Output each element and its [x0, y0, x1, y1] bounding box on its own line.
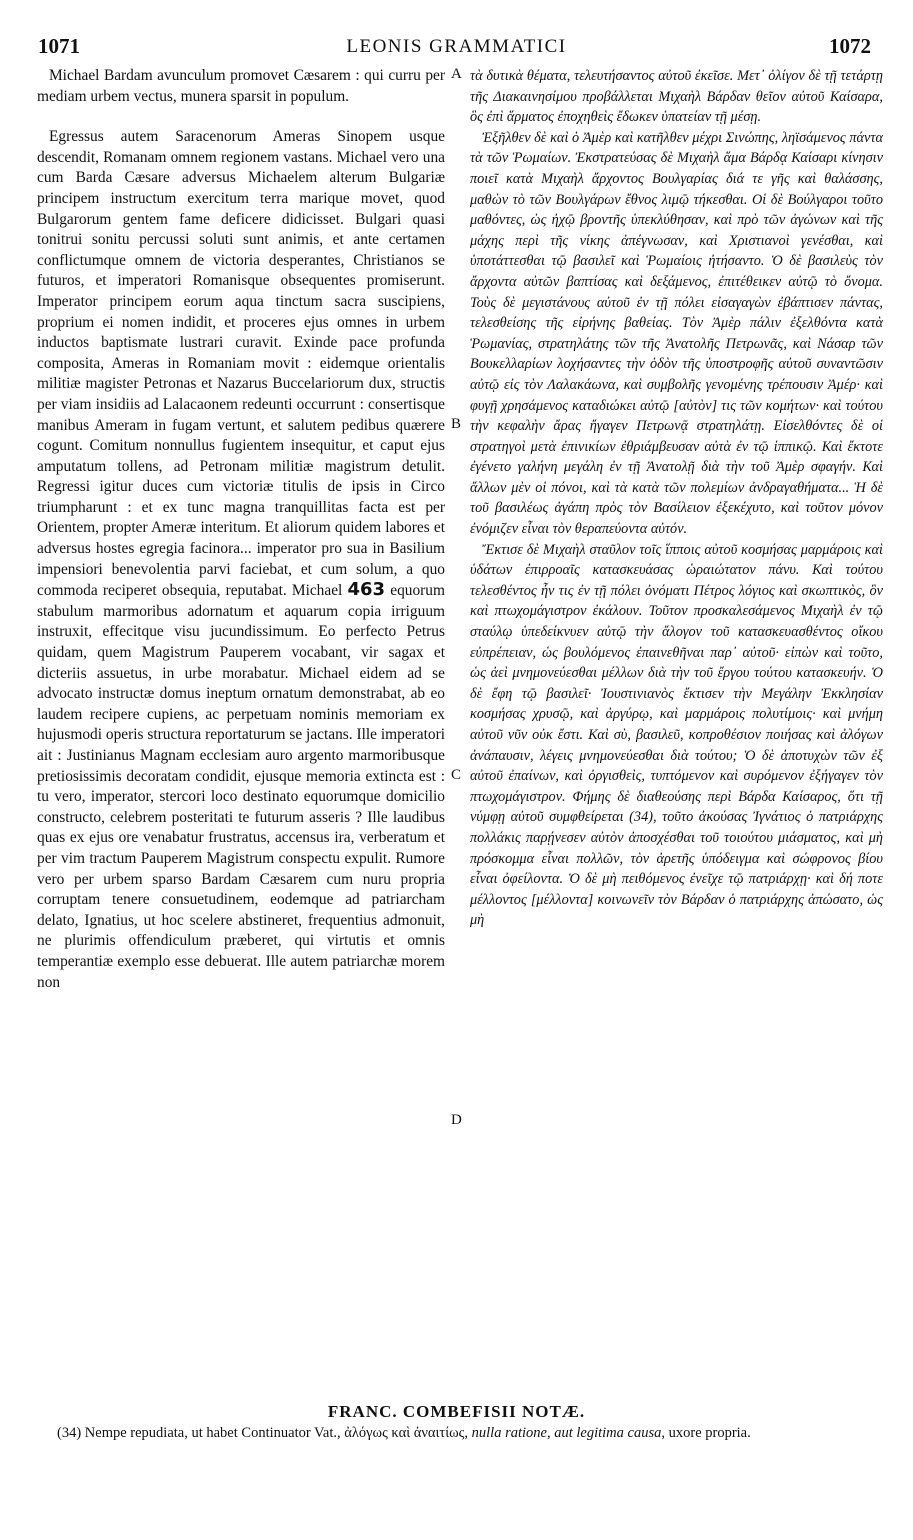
notes-title: FRANC. COMBEFISII NOTÆ.	[327, 1402, 586, 1421]
greek-paragraph: Ἐξῆλθεν δὲ καὶ ὁ Ἀμὲρ καὶ κατῆλθεν μέχρι Σινώπης, ληϊσάμενος πάντα τὰ τῶν Ῥωμαίων. Ἐκστρατεύσας δὲ Μιχαὴλ ἅμα Βάρδᾳ Καίσαρι κίνησιν ποιεῖ κατὰ Μιχαὴλ ἄρχοντος Βουλγαρίας διά τε γῆς καὶ θαλάσσης, μαθὼν τὸ τῶν Βουλγάρων ἔθνος λιμῷ τήκεσθαι. Οἱ δὲ Βούλγαροι τοῦτο μαθόντες, ὡς ἠχῷ βροντῆς ὑπεκλύθησαν, καὶ πρὸ τῶν ἀγώνων καὶ τῆς μάχης περὶ τῆς νίκης ἀπέγνωσαν, καὶ Χριστιανοὶ γενέσθαι, καὶ ὑποτάττεσθαι τῷ βασιλεῖ καὶ Ῥωμαίοις ἠτήσαντο. Ὁ δὲ βασιλεὺς τὸν ἄρχοντα αὐτῶν βαπτίσας καὶ δεξάμενος, ἐπιτέθεικεν αὐτῷ τὸ ὄνομα. Τοὺς δὲ μεγιστάνους αὐτοῦ ἐν τῇ πόλει εἰσαγαγὼν ἐβάπτισεν πάντας, τελεσθείσης τῆς εἰρήνης βαθείας. Τὸν Ἀμὲρ πάλιν ἐξελθόντα κατὰ Ῥωμανίας, στρατηλάτης τῶν τῆς Ἀνατολῆς Πετρωνᾶς, καὶ Νάσαρ τῶν Βουκελλαρίων λοχήσαντες τὴν ὁδὸν τῆς ὑποστροφῆς αὐτοῦ συναντῶσιν αὐτῷ εἰς τὸν Λαλακάωνα, καὶ συμβολῆς γενομένης τρέπουσιν Ἀμέρ· καὶ φυγῇ χρησάμενος καταδιώκει αὐτῷ [αὐτὸν] τις τῶν κομήτων· καὶ τούτου τὴν κεφαλὴν ἄρας ἤγαγεν Πετρωνᾷ στρατηλάτῃ. Εἰσελθόντες δὲ οἱ στρατηγοὶ μετὰ ἐπινικίων ἐθριάμβευσαν αὐτὰ ἐν τῷ ἱππικῷ. Καὶ ἔκτοτε ἐγένετο γαλήνη μεγάλη ἐν τῇ Ἀνατολῇ διὰ τὴν τοῦ Ἀμὲρ σφαγήν. Καὶ ἄλλων μὲν οἱ πόνοι, καὶ τὰ κατὰ τῶν πολεμίων ἀνδραγαθήματα... Ἡ δὲ τοῦ βασιλέως ἀγάπη πρὸς τὸν Βασίλειον ἐξεκέχυτο, καὶ τοῦτον μόνον ἐνόμιζεν εἶναι τὸν θεραπεύοντα αὐτόν.	[470, 129, 883, 538]
greek-column	[470, 66, 883, 931]
latin-text: equorum stabulum marmoribus adornatum et aquarum copia irriguum instruxit, effecitque visu jucundissimum. Eo perfecto Petrus quidam, quem Magistrum Pauperem vocabant, vir sagax et dicteriis assuetus, in urbe morabatur. Michael eidem ad se advocato instructæ domus ineptum ornatum demonstrabat, ab eo laudem recipere cupiens, ac perpetuam nominis memoriam ex hujusmodi operis structura reportaturum se jactans. Ille imperatori ait : Justinianus Magnam ecclesiam auro argento marmoribusque pretiosissimis decoratam condidit, ejusque memoria extincta est : tu vero, imperator, stercori loco destinato equorumque domicilio constructo, celebrem posteritati te futurum asseris ? Ille laudibus quas ex ejus ore venabatur frustratus, accensus ira, verberatum et per vim tractum Pauperem Magistrum conspectu expulit. Rumore vero per urbem sparso Bardam Cæsarem cum nuru propria corruptam tenere consuetudinem, eodemque ad patriarcham delato, Ignatius, ut hoc scelere abstineret, frequentius admonuit, ne plurimis offendiculum præberet, qui virtutis et omnis temperantiæ exemplo esse debuerat. Ille autem patriarchæ morem non	[37, 582, 445, 991]
footnote-italic: nulla ratione, aut legitima causa	[471, 1425, 662, 1441]
footnote-text: , uxore propria.	[661, 1425, 751, 1441]
margin-marker-c: C	[451, 767, 462, 783]
margin-marker-a: A	[451, 66, 462, 82]
footnote	[37, 1424, 883, 1443]
margin-marker-b: B	[451, 416, 462, 432]
footnote-text: (34) Nempe repudiata, ut habet Continuator Vat., ἀλόγως καὶ ἀναιτίως,	[57, 1425, 469, 1441]
page-number-left: 1071	[38, 34, 80, 58]
inline-page-number: 463	[347, 579, 386, 601]
running-header	[20, 34, 893, 64]
latin-column	[37, 66, 445, 993]
greek-paragraph: Ἔκτισε δὲ Μιχαὴλ σταῦλον τοῖς ἵπποις αὐτοῦ κοσμήσας μαρμάροις καὶ ὑδάτων ἐπιρροαῖς κατασκευάσας ὡραιώτατον πάνυ. Καὶ τούτου τελεσθέντος ἦν τις ἐν τῇ πόλει ὀνόματι Πέτρος λόγιος καὶ σκωπτικὸς, ὃν καὶ πτωχομάγιστρον ἐκάλουν. Τοῦτον προσκαλεσάμενος Μιχαὴλ ἐν τῷ σταύλῳ ὑπεδείκνυεν αὐτῷ τὴν ἄλογον τοῦ κατασκευασθέντος οἴκου εὐπρέπειαν, ὡς βουλόμενος ἐπαινεθῆναι παρ᾽ αὐτοῦ· εἰπὼν καὶ τοῦτο, ὡς ἀεὶ μνημονεύεσθαι μέλλων διὰ τὴν τοῦ ἔργου τούτου κατασκευήν. Ὁ δὲ ἔφη τῷ βασιλεῖ· Ἰουστινιανὸς ἔκτισεν τὴν Μεγάλην Ἐκκλησίαν κοσμήσας χρυσῷ, καὶ ἀργύρῳ, καὶ μαρμάροις πολυτίμοις· καὶ μνήμη αὐτοῦ νῦν οὐκ ἔστι. Καὶ σὺ, βασιλεῦ, κοπροθέσιον ποιήσας καὶ ἀλόγων ἀνάπαυσιν, λέγεις μνημονεύεσθαι διὰ τούτου; Ὁ δὲ ἀποτυχὼν τῶν ἐξ αὐτοῦ ἐπαίνων, καὶ ὀργισθεὶς, τυπτόμενον καὶ συρόμενον ἐξήγαγεν τὸν πτωχομάγιστρον. Φήμης δὲ διαθεούσης περὶ Βάρδα Καίσαρος, ὅτι τῇ νύμφῃ αὐτοῦ συμφθείρεται (34), τοῦτο ἀκούσας Ἰγνάτιος ὁ πατριάρχης πολλάκις παρῄνεσεν αὐτὸν ἀποσχέσθαι τοῦ τοιούτου μιάσματος, καὶ μὴ πρόσκομμα εἶναι πολλῶν, τὸν ἀρετῆς ὑπόδειγμα καὶ σώφρονος βίου εἶναι ὀφείλοντα. Ὁ δὲ μὴ πειθόμενος ἐνεῖχε τῷ πατριάρχῃ· καὶ δή ποτε μέλλοντος [μέλλοντα] κοινωνεῖν τὸν Βάρδαν ὁ πατριάρχης ἀπώσατο, ὡς μὴ	[470, 541, 883, 929]
latin-text: Egressus autem Saracenorum Ameras Sinopem usque descendit, Romanam omnem regionem vastans. Michael vero una cum Barda Cæsare adversus Michaelem alterum Bulgariæ principem instructum exercitum terra marique movet, quod Bulgarorum gentem fame deficere didicisset. Bulgari quasi tonitrui sonitu percussi soluti sunt animis, et ante certamen conflictumque omnem de victoria desperantes, Christianos se futuros, et imperatori Romanisque obsequentes promiserunt. Imperator principem eorum aqua tinctum sacra suscipiens, proprium ei nomen indidit, et proceres ejus omnes in urbem inductos baptismate lustrari curavit. Exinde pace profunda composita, Ameras in Romaniam movit : eidemque orientalis militiæ magister Petronas et Nazarus Buccelariorum dux, structis per viam insidiis ad Lalacaonem redeunti occurrunt : consertisque manibus Ameram in fugam vertunt, et salutem pedibus quærere cogunt. Comitum nonnullus fugientem insequitur, et caput ejus amputatum tollens, ad Petronam militiæ magistrum detulit. Regressi igitur duces cum victoriæ titulis de ipsis in Circo triumpharunt : et ex tunc magna tranquillitas facta est per Orientem, propter Ameræ interitum. Et aliorum quidem labores et adversus hostes egregia facinora... imperator pro sua in Basilium impensiori benevolentia parvi faciebat, et cum solum, a quo commoda reciperet obsequia, reputabat. Michael	[37, 128, 445, 600]
latin-paragraph	[37, 127, 445, 993]
page-number-right: 1072	[829, 34, 871, 58]
running-title: LEONIS GRAMMATICI	[346, 36, 567, 57]
greek-paragraph: τὰ δυτικὰ θέματα, τελευτήσαντος αὐτοῦ ἐκεῖσε. Μετ᾽ ὀλίγον δὲ τῇ τετάρτῃ τῆς Διακαινησίμου προβάλλεται Μιχαὴλ Βάρδαν θεῖον αὐτοῦ Καίσαρα, ὃς ἐπὶ ἅρματος ἐποχηθεὶς ἔδωκεν ὑπατείαν τῇ μέσῃ.	[470, 68, 883, 126]
margin-marker-d: D	[451, 1112, 462, 1128]
latin-paragraph: Michael Bardam avunculum promovet Cæsarem : qui curru per mediam urbem vectus, munera sparsit in populum.	[37, 67, 445, 105]
